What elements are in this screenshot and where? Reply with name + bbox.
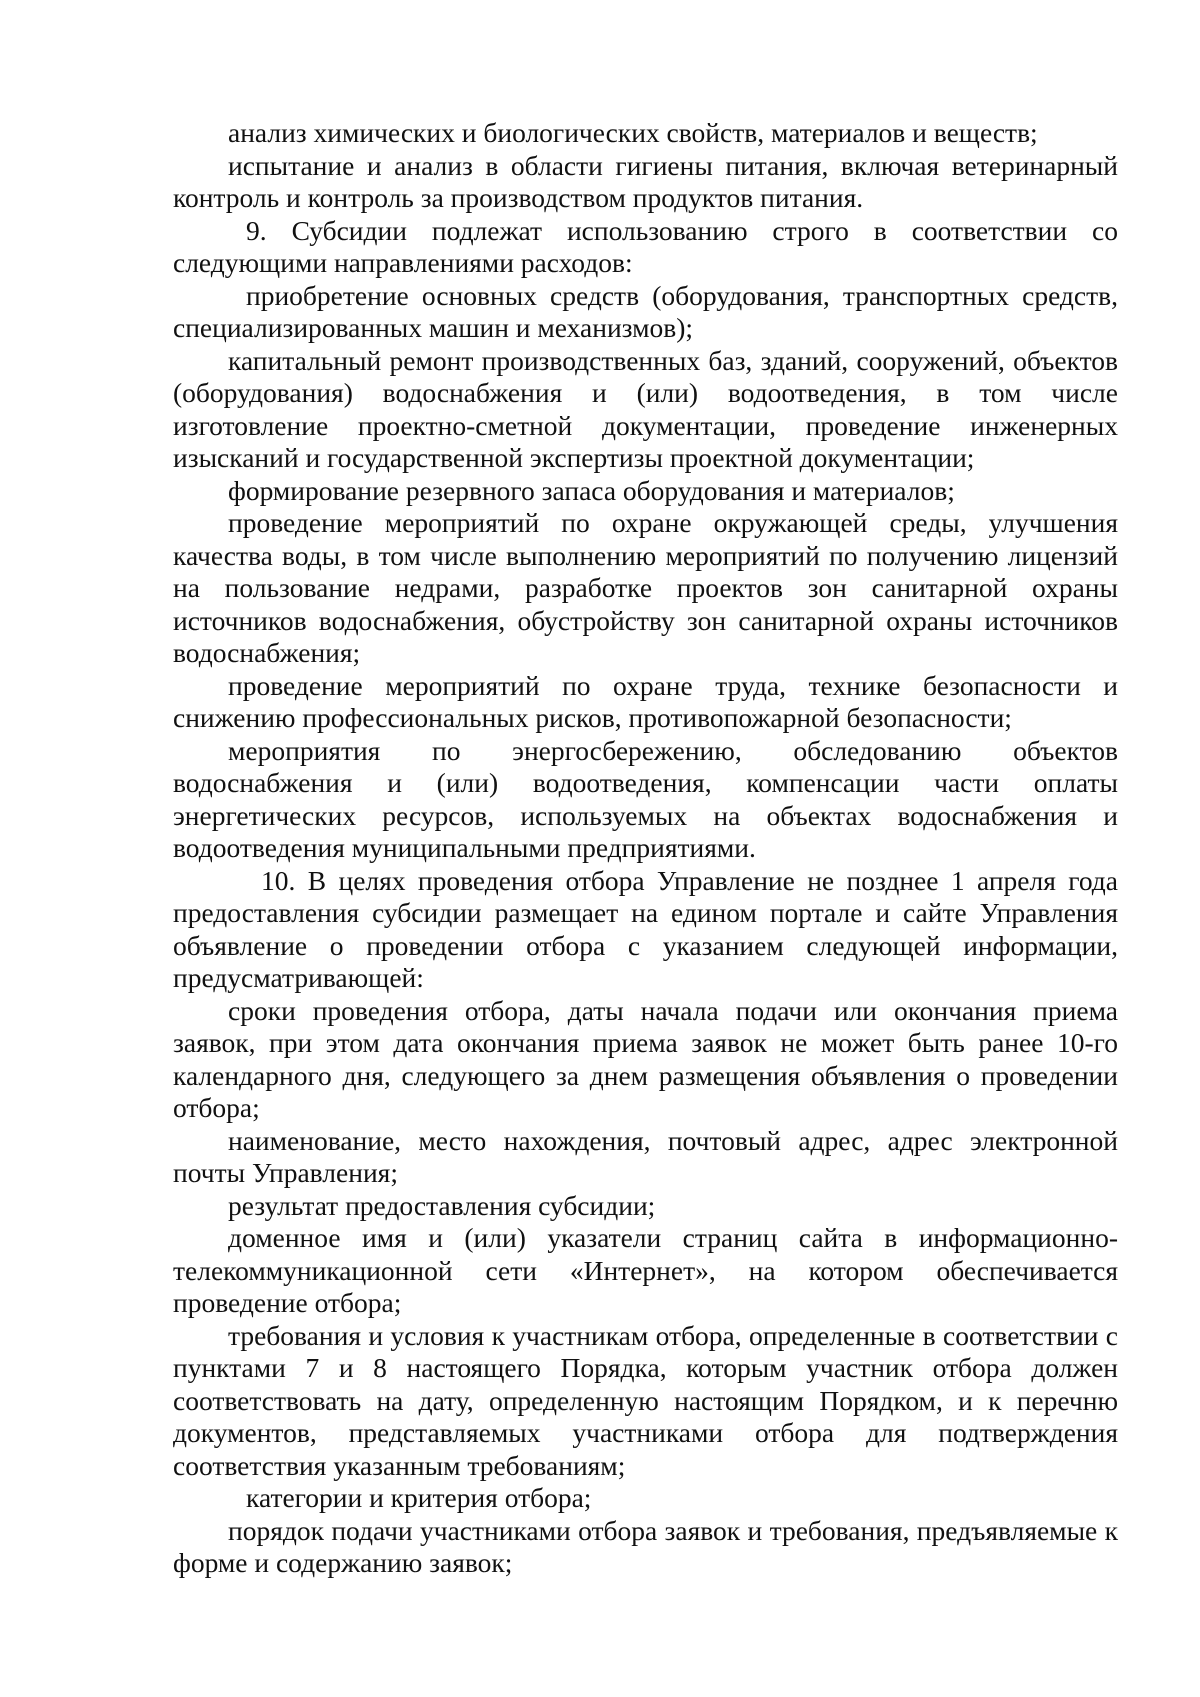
paragraph-item-10: 10. В целях проведения отбора Управление не позднее 1 апреля года предоставления субсидии размещает на едином портале и сайте Управления объявление о проведении отбора с указанием следующей информации, предусматривающей: [173,864,1118,993]
paragraph-environment: проведение мероприятий по охране окружающей среды, улучшения качества воды, в том числе выполнению мероприятий по получению лицензий на пользование недрами, разработке проектов зон санитарной охраны источников водоснабжения, обустройству зон санитарной охраны источников водоснабжения; [173,507,1118,668]
paragraph-submission-order: порядок подачи участниками отбора заявок и требования, предъявляемые к форме и содержанию заявок; [173,1514,1118,1578]
paragraph-item-9: 9. Субсидии подлежат использованию строго в соответствии со следующими направлениями расходов: [173,214,1118,278]
paragraph-criteria: категории и критерия отбора; [246,1482,592,1513]
paragraph-capital-repair: капитальный ремонт производственных баз, зданий, сооружений, объектов (оборудования) водоснабжения и (или) водоотведения, в том числе изготовление проектно-сметной документации, проведение инженерных изысканий и государственной экспертизы проектной документации; [173,344,1118,473]
paragraph-food-hygiene: испытание и анализ в области гигиены питания, включая ветеринарный контроль и контроль за производством продуктов питания. [173,149,1118,213]
paragraph-labor-safety: проведение мероприятий по охране труда, технике безопасности и снижению профессиональных рисков, противопожарной безопасности; [173,669,1118,733]
paragraph-chemical-analysis: анализ химических и биологических свойств, материалов и веществ; [228,117,1038,148]
paragraph-contacts: наименование, место нахождения, почтовый адрес, адрес электронной почты Управления; [173,1124,1118,1188]
paragraph-result: результат предоставления субсидии; [228,1189,656,1221]
paragraph-energy-saving: мероприятия по энергосбережению, обследованию объектов водоснабжения и (или) водоотведения, компенсации части оплаты энергетических ресурсов, используемых на объектах водоснабжения и водоотведения муниципальными предприятиями. [173,734,1118,863]
paragraph-reserve-stock: формирование резервного запаса оборудования и материалов; [228,474,955,506]
paragraph-fixed-assets: приобретение основных средств (оборудования, транспортных средств, специализированных машин и механизмов); [173,279,1118,343]
paragraph-domain: доменное имя и (или) указатели страниц сайта в информационно-телекоммуникационной сети «Интернет», на котором обеспечивается проведение отбора; [173,1222,1118,1318]
paragraph-requirements: требования и условия к участникам отбора, определенные в соответствии с пунктами 7 и 8 настоящего Порядка, которым участник отбора должен соответствовать на дату, определенную настоящим Порядком, и к перечню документов, представляемых участниками отбора для подтверждения соответствия указанным требованиям; [173,1319,1118,1481]
document-body [173,117,1118,1580]
paragraph-deadlines: сроки проведения отбора, даты начала подачи или окончания приема заявок, при этом дата окончания приема заявок не может быть ранее 10-го календарного дня, следующего за днем размещения объявления о проведении отбора; [173,994,1118,1123]
